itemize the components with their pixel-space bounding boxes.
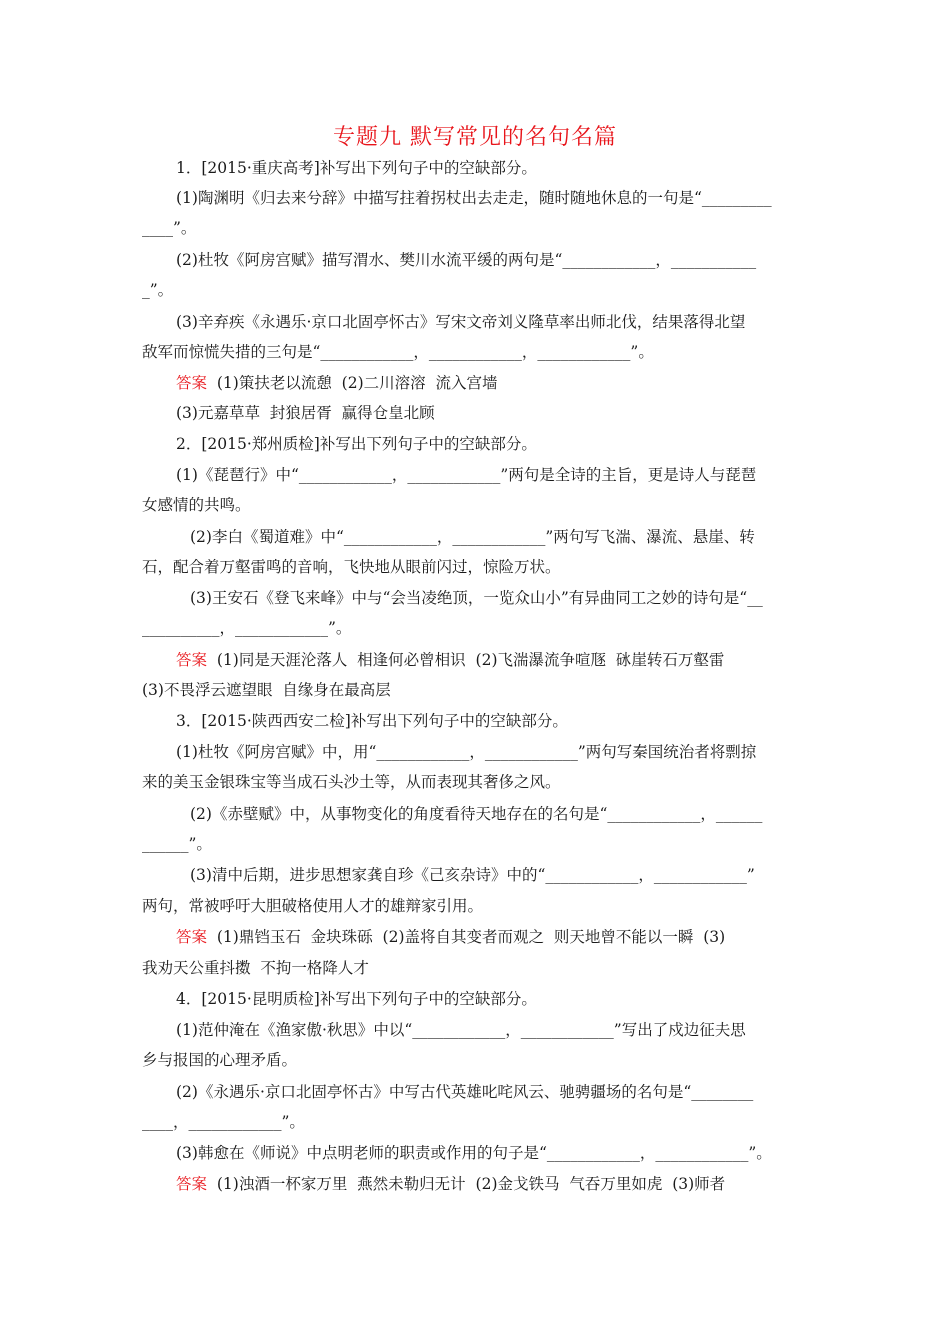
question-3-part-1: (1)杜牧《阿房宫赋》中，用“____________，____________”两句写秦国统治者将剽掠 xyxy=(176,743,757,761)
question-3-part-2: (2)《赤壁赋》中，从事物变化的角度看待天地存在的名句是“____________，______ xyxy=(190,805,763,823)
answer-3-text: (1)鼎铛玉石 金块珠砾 (2)盖将自其变者而观之 则天地曾不能以一瞬 (3) xyxy=(207,928,726,946)
question-2-heading: 2．[2015·郑州质检]补写出下列句子中的空缺部分。 xyxy=(176,435,537,453)
answer-4-text: (1)浊酒一杯家万里 燕然未勒归无计 (2)金戈铁马 气吞万里如虎 (3)师者 xyxy=(207,1175,726,1193)
question-3-part-3: (3)清中后期，进步思想家龚自珍《己亥杂诗》中的“____________，____________” xyxy=(190,866,755,884)
question-1-heading: 1．[2015·重庆高考]补写出下列句子中的空缺部分。 xyxy=(176,159,537,177)
question-1-part-2-cont: _”。 xyxy=(142,281,174,299)
question-3-heading: 3．[2015·陕西西安二检]补写出下列句子中的空缺部分。 xyxy=(176,712,568,730)
answer-2 xyxy=(176,650,724,670)
answer-1-text: (1)策扶老以流憩 (2)二川溶溶 流入宫墙 xyxy=(207,374,498,392)
question-1-part-1-cont: ____”。 xyxy=(142,219,197,237)
question-4-heading: 4．[2015·昆明质检]补写出下列句子中的空缺部分。 xyxy=(176,990,537,1008)
question-3-part-2-cont: ______”。 xyxy=(142,835,212,853)
question-4-part-2-cont: ____，____________”。 xyxy=(142,1113,305,1131)
question-2-part-2: (2)李白《蜀道难》中“____________，____________”两句写飞湍、瀑流、悬崖、转 xyxy=(190,528,755,546)
question-4-part-1: (1)范仲淹在《渔家傲·秋思》中以“____________，____________”写出了戍边征夫思 xyxy=(176,1021,746,1039)
answer-3 xyxy=(176,927,725,947)
answer-1 xyxy=(176,373,498,393)
page-title: 专题九 默写常见的名句名篇 xyxy=(333,125,617,150)
answer-2-text: (1)同是天涯沦落人 相逢何必曾相识 (2)飞湍瀑流争喧豗 砯崖转石万壑雷 xyxy=(207,651,725,669)
question-3-part-1-cont: 来的美玉金银珠宝等当成石头沙土等，从而表现其奢侈之风。 xyxy=(142,773,561,791)
question-2-part-3: (3)王安石《登飞来峰》中与“会当凌绝顶，一览众山小”有异曲同工之妙的诗句是“__ xyxy=(190,589,763,607)
answer-4 xyxy=(176,1174,725,1194)
question-2-part-1: (1)《琵琶行》中“____________，____________”两句是全诗的主旨，更是诗人与琵琶 xyxy=(176,466,757,484)
answer-3-cont: 我劝天公重抖擞 不拘一格降人才 xyxy=(142,959,369,977)
answer-label: 答案 xyxy=(176,928,208,946)
answer-label: 答案 xyxy=(176,651,208,669)
question-2-part-2-cont: 石，配合着万壑雷鸣的音响，飞快地从眼前闪过，惊险万状。 xyxy=(142,558,561,576)
answer-1-cont: (3)元嘉草草 封狼居胥 赢得仓皇北顾 xyxy=(176,404,435,422)
question-1-part-3: (3)辛弃疾《永遇乐·京口北固亭怀古》写宋文帝刘义隆草率出师北伐，结果落得北望 xyxy=(176,313,746,331)
answer-label: 答案 xyxy=(176,1175,208,1193)
question-1-part-2: (2)杜牧《阿房宫赋》描写渭水、樊川水流平缓的两句是“____________，___________ xyxy=(176,251,757,269)
question-4-part-3: (3)韩愈在《师说》中点明老师的职责或作用的句子是“____________，____________”。 xyxy=(176,1144,772,1162)
question-3-part-3-cont: 两句，常被呼吁大胆破格使用人才的雄辩家引用。 xyxy=(142,897,484,915)
answer-2-cont: (3)不畏浮云遮望眼 自缘身在最高层 xyxy=(142,681,391,699)
question-4-part-1-cont: 乡与报国的心理矛盾。 xyxy=(142,1051,298,1069)
question-2-part-3-cont: __________，____________”。 xyxy=(142,619,352,637)
question-1-part-3-cont: 敌军而惊慌失措的三句是“____________，____________，____________”。 xyxy=(142,343,654,361)
question-4-part-2: (2)《永遇乐·京口北固亭怀古》中写古代英雄叱咤风云、驰骋疆场的名句是“________ xyxy=(176,1083,754,1101)
question-1-part-1: (1)陶渊明《归去来兮辞》中描写拄着拐杖出去走走，随时随地休息的一句是“_________ xyxy=(176,189,772,207)
question-2-part-1-cont: 女感情的共鸣。 xyxy=(142,496,251,514)
answer-label: 答案 xyxy=(176,374,208,392)
